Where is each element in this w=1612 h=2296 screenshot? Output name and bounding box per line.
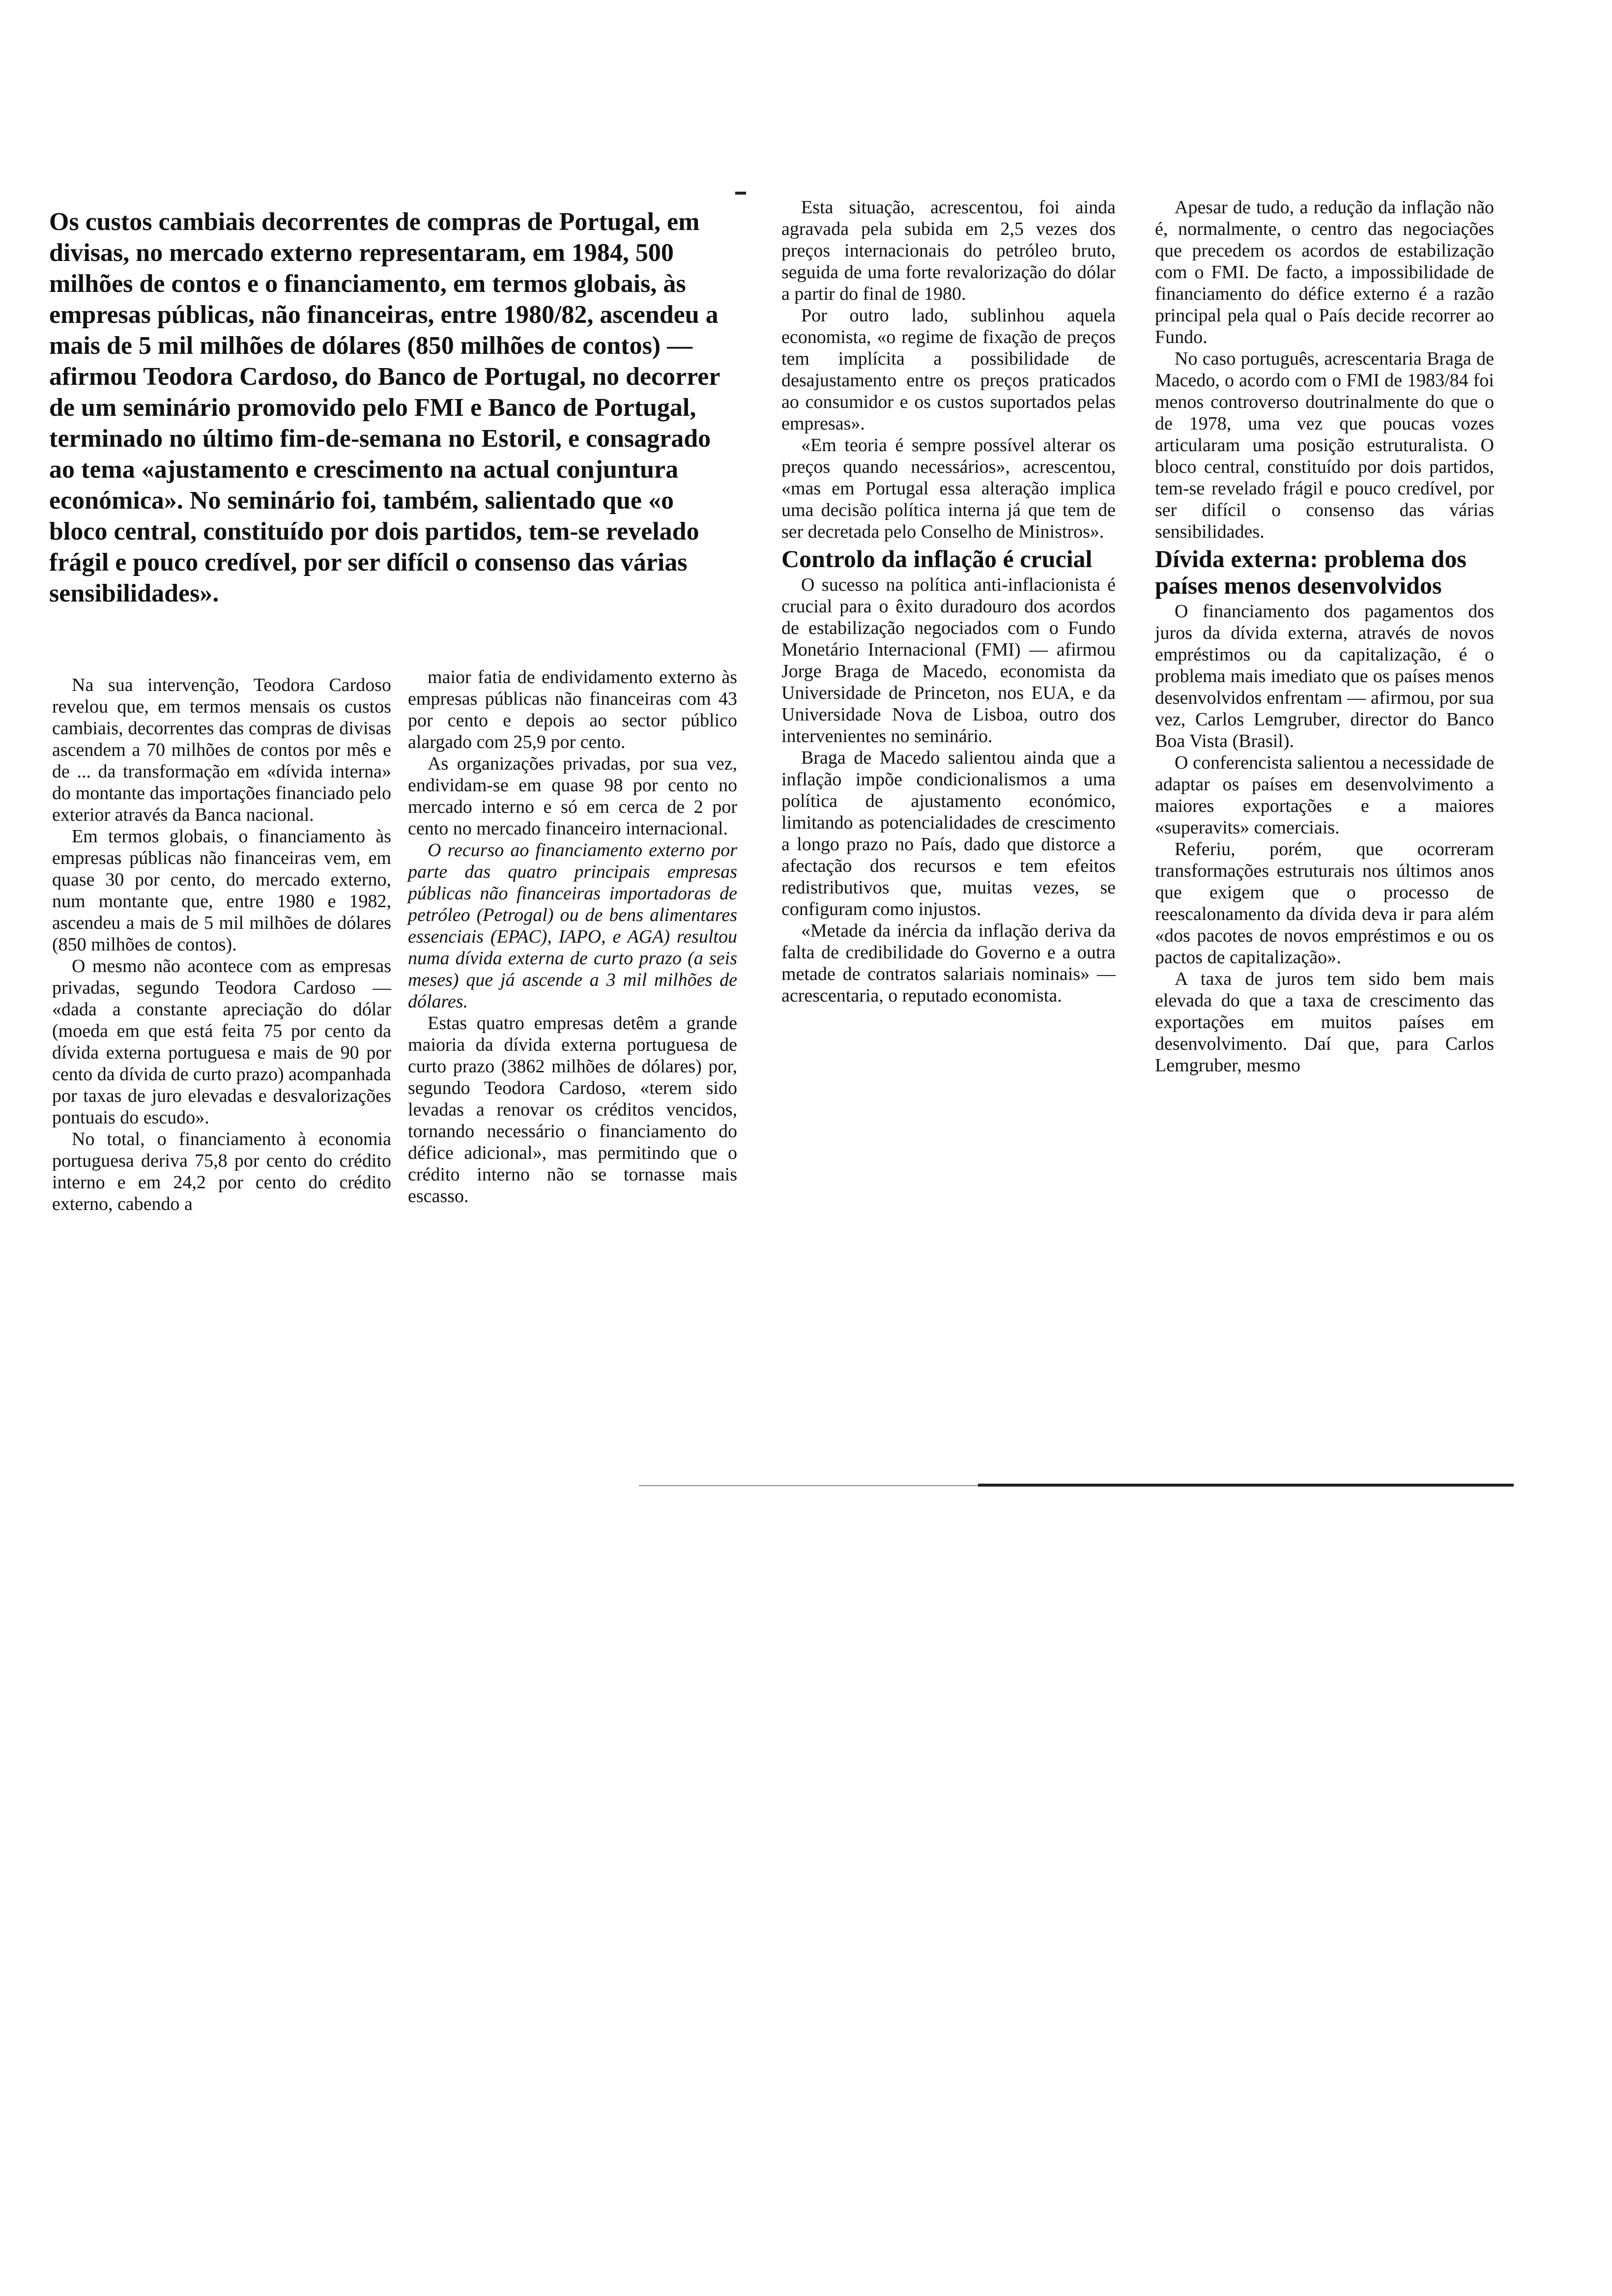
paragraph: Esta situação, acrescentou, foi ainda agravada pela subida em 2,5 vezes dos preços internacionais do petróleo bruto, seguida de uma forte revalorização do dólar a partir do final de 1980. — [781, 197, 1116, 304]
article-column-1 — [52, 674, 391, 1215]
paragraph: «Metade da inércia da inflação deriva da falta de credibilidade do Governo e a outra metade de contratos salariais nominais» — acrescentaria, o reputado economista. — [781, 920, 1116, 1006]
article-lead: Os custos cambiais decorrentes de compras de Portugal, em divisas, no mercado externo representaram, em 1984, 500 milhões de contos e o financiamento, em termos globais, às empresas públicas, não financeiras, entre 1980/82, ascendeu a mais de 5 mil milhões de dólares (850 milhões de contos) — afirmou Teodora Cardoso, do Banco de Portugal, no decorrer de um seminário promovido pelo FMI e Banco de Portugal, terminado no último fim-de-semana no Estoril, e consagrado ao tema «ajustamento e crescimento na actual conjuntura económica». No seminário foi, também, salientado que «o bloco central, constituído por dois partidos, tem-se revelado frágil e pouco credível, por ser difícil o consenso das várias sensibilidades». — [49, 208, 720, 607]
paragraph: O financiamento dos pagamentos dos juros da dívida externa, através de novos empréstimos ou da capitalização, é o problema mais imediato que os países menos desenvolvidos enfrentam — afirmou, por sua vez, Carlos Lemgruber, director do Banco Boa Vista (Brasil). — [1155, 601, 1494, 751]
italic-paragraph: O recurso ao financiamento externo por parte das quatro principais empresas públicas não financeiras importadoras de petróleo (Petrogal) ou de bens alimentares essenciais (EPAC), IAPO, e AGA) resultou numa dívida externa de curto prazo (a seis meses) que já ascende a 3 mil milhões de dólares. — [408, 840, 737, 1012]
column-marker — [735, 192, 746, 195]
paragraph: O sucesso na política anti-inflacionista é crucial para o êxito duradouro dos acordos de estabilização negociados com o Fundo Monetário Internacional (FMI) — afirmou Jorge Braga de Macedo, economista da Universidade de Princeton, nos EUA, e da Universidade Nova de Lisboa, outro dos intervenientes no seminário. — [781, 574, 1116, 746]
paragraph: Braga de Macedo salientou ainda que a inflação impõe condicionalismos a uma política de ajustamento económico, limitando as potencialidades de crescimento a longo prazo no País, dado que distorce a afectação dos recursos e tem efeitos redistributivos que, muitas vezes, se configuram como injustos. — [781, 747, 1116, 919]
paragraph: O conferencista salientou a necessidade de adaptar os países em desenvolvimento a maiores exportações e a maiores «superavits» comerciais. — [1155, 752, 1494, 838]
bottom-rule — [978, 1484, 1514, 1487]
paragraph: Por outro lado, sublinhou aquela economista, «o regime de fixação de preços tem implícita a possibilidade de desajustamento entre os preços praticados ao consumidor e os custos suportados pelas empresas». — [781, 305, 1116, 434]
paragraph: maior fatia de endividamento externo às empresas públicas não financeiras com 43 por cento e depois ao sector público alargado com 25,9 por cento. — [408, 667, 737, 752]
article-column-2 — [408, 666, 737, 1207]
paragraph: Na sua intervenção, Teodora Cardoso revelou que, em termos mensais os custos cambiais, decorrentes das compras de divisas ascendem a 70 milhões de contos por mês e de ... da transformação em «dívida interna» do montante das importações financiado pelo exterior através da Banca nacional. — [52, 675, 391, 825]
paragraph: Estas quatro empresas detêm a grande maioria da dívida externa portuguesa de curto prazo (3862 milhões de dólares) por, segundo Teodora Cardoso, «terem sido levadas a renovar os créditos vencidos, tornando necessário o financiamento do défice adicional», mas permitindo que o crédito interno não se tornasse mais escasso. — [408, 1013, 737, 1206]
section-heading-divida: Dívida externa: problema dos países menos desenvolvidos — [1155, 545, 1467, 599]
section-heading-inflacao: Controlo da inflação é crucial — [781, 545, 1093, 573]
paragraph: «Em teoria é sempre possível alterar os preços quando necessários», acrescentou, «mas em Portugal essa alteração implica uma decisão política interna já que tem de ser decretada pelo Conselho de Ministros». — [781, 435, 1116, 542]
paragraph: Apesar de tudo, a redução da inflação não é, normalmente, o centro das negociações que precedem os acordos de estabilização com o FMI. De facto, a impossibilidade de financiamento do défice externo é a razão principal pela qual o País decide recorrer ao Fundo. — [1155, 197, 1494, 347]
bottom-rule-left — [639, 1485, 978, 1486]
article-column-4 — [1155, 197, 1494, 1076]
paragraph: Em termos globais, o financiamento às empresas públicas não financeiras vem, em quase 30 por cento, do mercado externo, num montante que, entre 1980 e 1982, ascendeu a mais de 5 mil milhões de dólares (850 milhões de contos). — [52, 826, 391, 955]
paragraph: No caso português, acrescentaria Braga de Macedo, o acordo com o FMI de 1983/84 foi menos controverso doutrinalmente do que o de 1978, uma vez que poucas vozes articularam uma posição estruturalista. O bloco central, constituído por dois partidos, tem-se revelado frágil e pouco credível, por ser difícil o consenso das várias sensibilidades. — [1155, 348, 1494, 542]
paragraph: Referiu, porém, que ocorreram transformações estruturais nos últimos anos que exigem que o processo de reescalonamento da dívida deva ir para além «dos pacotes de novos empréstimos e ou os pactos de capitalização». — [1155, 839, 1494, 968]
paragraph: As organizações privadas, por sua vez, endividam-se em quase 98 por cento no mercado interno e só em cerca de 2 por cento no mercado financeiro internacional. — [408, 753, 737, 839]
paragraph: No total, o financiamento à economia portuguesa deriva 75,8 por cento do crédito interno e em 24,2 por cento do crédito externo, cabendo a — [52, 1129, 391, 1214]
paragraph: A taxa de juros tem sido bem mais elevada do que a taxa de crescimento das exportações em muitos países em desenvolvimento. Daí que, para Carlos Lemgruber, mesmo — [1155, 969, 1494, 1076]
paragraph: O mesmo não acontece com as empresas privadas, segundo Teodora Cardoso — «dada a constante apreciação do dólar (moeda em que está feita 75 por cento da dívida externa portuguesa e mais de 90 por cento da dívida de curto prazo) acompanhada por taxas de juro elevadas e desvalorizações pontuais do escudo». — [52, 956, 392, 1128]
article-column-3 — [781, 197, 1116, 1006]
